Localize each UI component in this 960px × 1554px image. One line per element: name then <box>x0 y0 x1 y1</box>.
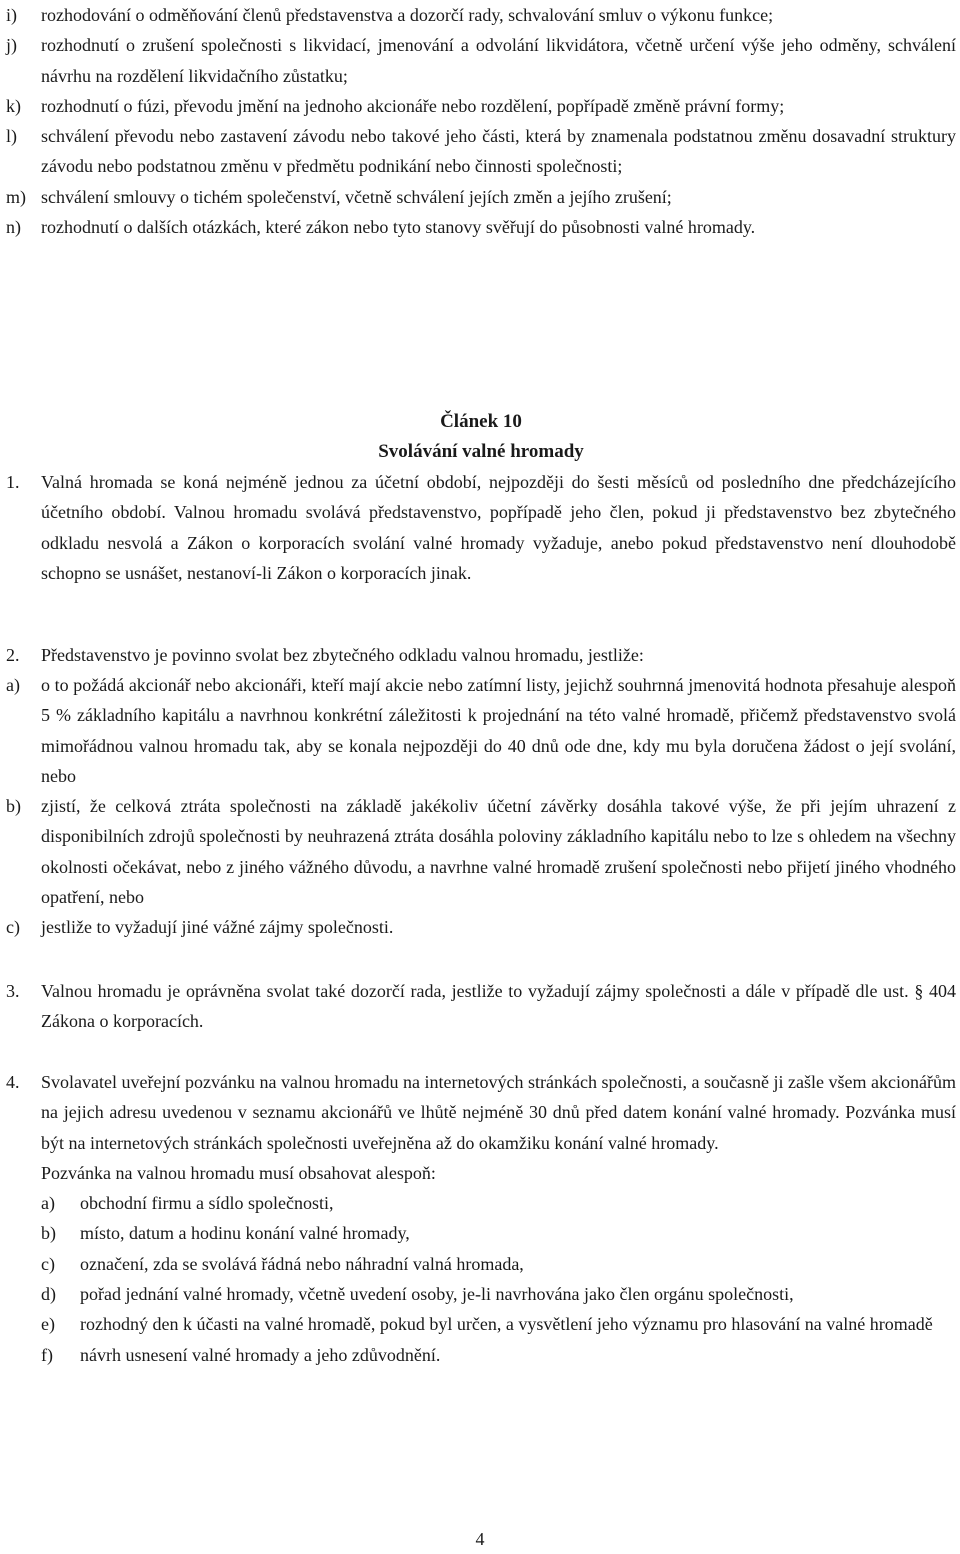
paragraph-text: Svolavatel uveřejní pozvánku na valnou hromadu na internetových stránkách společnosti, a současně ji zašle všem akcionářům na jejich adresu uvedenou v seznamu akcionářů ve lhůtě nejméně 30 dnů před datem konání valné hromady. Pozvánka musí být na internetových stránkách společnosti uveřejněna až do okamžiku konání valné hromady. <box>41 1072 956 1153</box>
list-item <box>6 91 956 121</box>
item-label: l) <box>6 126 17 147</box>
item-label: k) <box>6 95 21 116</box>
list-item <box>41 1249 956 1279</box>
item-text: obchodní firmu a sídlo společnosti, <box>80 1193 334 1214</box>
item-label: f) <box>41 1344 53 1365</box>
list-item <box>41 1309 956 1339</box>
paragraph-number: 3. <box>6 981 20 1001</box>
item-text: rozhodnutí o fúzi, převodu jmění na jednoho akcionáře nebo rozdělení, popřípadě změně právní formy; <box>41 95 785 116</box>
item-label: c) <box>6 917 20 938</box>
paragraph-number: 4. <box>6 1072 20 1092</box>
paragraph-text: Valná hromada se koná nejméně jednou za účetní období, nejpozději do šesti měsíců od posledního dne předcházejícího účetního období. Valnou hromadu svolává představenstvo, popřípadě jeho člen, pokud ji představenstvo bez zbytečného odkladu nesvolá a Zákon o korporacích svolání valné hromady vyžaduje, anebo pokud představenstvo není dlouhodobě schopno se usnášet, nestanoví-li Zákon o korporacích jinak. <box>41 472 956 583</box>
page-number: 4 <box>475 1529 485 1549</box>
paragraph-3 <box>6 976 956 1037</box>
list-item <box>6 791 956 912</box>
item-text: pořad jednání valné hromady, včetně uvedení osoby, je-li navrhována jako člen orgánu společnosti, <box>80 1284 794 1305</box>
list-item <box>6 670 956 791</box>
paragraph-number: 2. <box>6 645 20 665</box>
item-text: o to požádá akcionář nebo akcionáři, kteří mají akcie nebo zatímní listy, jejichž souhrnná jmenovitá hodnota přesahuje alespoň 5 % základního kapitálu a navrhnou konkrétní záležitosti k projednání na této valné hromadě, přičemž představenstvo svolá mimořádnou valnou hromadu tak, aby se konala nejpozději do 40 dnů ode dne, kdy mu byla doručena žádost o její svolání, nebo <box>41 675 956 786</box>
item-text: místo, datum a hodinu konání valné hromady, <box>80 1223 410 1244</box>
item-text: rozhodný den k účasti na valné hromadě, pokud byl určen, a vysvětlení jeho významu pro hlasování na valné hromadě <box>80 1314 933 1335</box>
item-text: označení, zda se svolává řádná nebo náhradní valná hromada, <box>80 1253 524 1274</box>
invitation-intro: Pozvánka na valnou hromadu musí obsahovat alespoň: <box>41 1162 436 1183</box>
item-label: a) <box>41 1193 55 1214</box>
paragraph-4 <box>6 1067 956 1370</box>
item-label: e) <box>41 1314 55 1335</box>
paragraph-2-list <box>6 670 956 943</box>
list-item <box>6 30 956 91</box>
item-label: i) <box>6 5 17 25</box>
paragraph-1 <box>6 467 956 588</box>
list-item <box>6 212 956 242</box>
list-item <box>6 121 956 182</box>
item-label: j) <box>6 35 17 56</box>
top-list <box>6 0 956 242</box>
list-item <box>41 1218 956 1248</box>
item-text: rozhodování o odměňování členů představenstva a dozorčí rady, schvalování smluv o výkonu funkce; <box>41 5 774 25</box>
list-item <box>41 1188 956 1218</box>
list-item <box>6 912 956 942</box>
item-label: m) <box>6 186 26 207</box>
item-text: rozhodnutí o zrušení společnosti s likvidací, jmenování a odvolání likvidátora, včetně určení výše jeho odměny, schválení návrhu na rozdělení likvidačního zůstatku; <box>41 35 956 86</box>
item-text: schválení smlouvy o tichém společenství, včetně schválení jejích změn a jejího zrušení; <box>41 186 672 207</box>
list-item <box>6 182 956 212</box>
item-text: rozhodnutí o dalších otázkách, které zákon nebo tyto stanovy svěřují do působnosti valné hromady. <box>41 217 756 238</box>
list-item <box>6 0 956 30</box>
paragraph-body <box>41 1067 956 1370</box>
item-text: zjistí, že celková ztráta společnosti na základě jakékoliv účetní závěrky dosáhla takové výše, že při jejím uhrazení z disponibilních zdrojů společnosti by neuhrazená ztráta dosáhla poloviny základního kapitálu nebo to lze s ohledem na všechny okolnosti očekávat, nebo z jiného vážného důvodu, a navrhne valné hromadě zrušení společnosti nebo přijetí jiného vhodného opatření, nebo <box>41 796 956 908</box>
item-label: c) <box>41 1253 55 1274</box>
paragraph-number: 1. <box>6 472 20 492</box>
item-label: d) <box>41 1284 56 1305</box>
item-label: b) <box>6 796 21 817</box>
item-text: návrh usnesení valné hromady a jeho zdůvodnění. <box>80 1344 441 1365</box>
list-item <box>41 1340 956 1370</box>
article-subtitle: Svolávání valné hromady <box>378 441 584 462</box>
item-label: n) <box>6 217 21 238</box>
list-item <box>41 1279 956 1309</box>
article-title: Článek 10 <box>440 411 522 432</box>
paragraph-2 <box>6 640 956 670</box>
paragraph-text: Představenstvo je povinno svolat bez zbytečného odkladu valnou hromadu, jestliže: <box>41 645 644 665</box>
item-text: schválení převodu nebo zastavení závodu nebo takové jeho části, která by znamenala podstatnou změnu dosavadní struktury závodu nebo podstatnou změnu v předmětu podnikání nebo činnosti společnosti; <box>41 126 956 177</box>
item-text: jestliže to vyžadují jiné vážné zájmy společnosti. <box>41 917 394 938</box>
paragraph-text: Valnou hromadu je oprávněna svolat také dozorčí rada, jestliže to vyžadují zájmy společnosti a dále v případě dle ust. § 404 Zákona o korporacích. <box>41 981 956 1032</box>
item-label: a) <box>6 675 20 695</box>
item-label: b) <box>41 1223 56 1244</box>
